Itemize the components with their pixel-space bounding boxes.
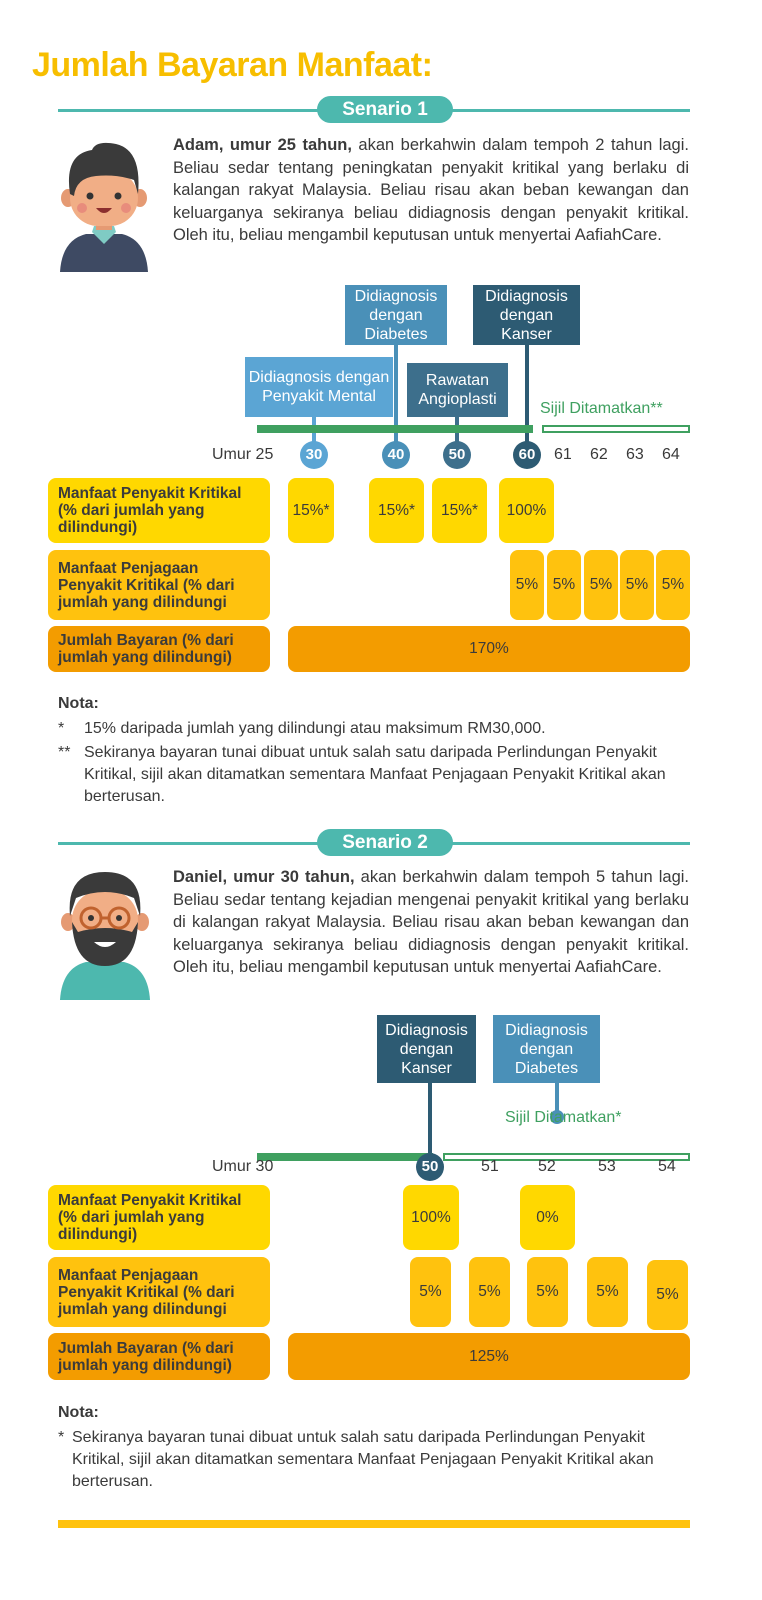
care-cell: 5% [527,1257,568,1327]
note-item [58,718,698,740]
age-start: Umur 30 [212,1158,274,1175]
critical-benefit-label: Manfaat Penyakit Kritikal (% dari jumlah yang dilindungi) [48,478,270,543]
critical-cell: 0% [520,1185,575,1250]
intro-text: akan berkahwin dalam tempoh 5 tahun lagi. Beliau sedar tentang kejadian mengenai penyakit kritikal yang berlaku di kalangan rakyat Malaysia. Beliau risau akan beban kewangan dan keluarganya sekiranya beliau didiagnosis dengan penyakit kritikal. Oleh itu, beliau mengambil keputusan untuk menyertai AafiahCare. [173,868,689,977]
age-marker: 50 [416,1153,444,1181]
event-cancer: Didiagnosis dengan Kanser [377,1015,476,1083]
care-cell: 5% [584,550,618,620]
age-label: 64 [662,446,680,463]
critical-cell: 15%* [369,478,424,543]
event-diabetes: Didiagnosis dengan Diabetes [493,1015,600,1083]
connector [428,1083,432,1155]
event-cancer: Didiagnosis dengan Kanser [473,285,580,345]
note-mark: ** [58,744,71,761]
event-angioplasty: Rawatan Angioplasti [407,363,508,417]
terminated-bar [542,425,690,433]
age-label: 63 [626,446,644,463]
care-benefit-label: Manfaat Penjagaan Penyakit Kritikal (% dari jumlah yang dilindungi [48,550,270,620]
age-label: 52 [538,1158,556,1175]
age-label: 54 [658,1158,676,1175]
care-cell: 5% [587,1257,628,1327]
care-cell: 5% [620,550,654,620]
critical-cell: 100% [403,1185,459,1250]
age-label: 51 [481,1158,499,1175]
note-text: 15% daripada jumlah yang dilindungi atau maksimum RM30,000. [84,720,546,737]
age-start: Umur 25 [212,446,274,463]
notes-title: Nota: [58,1404,99,1421]
care-cell: 5% [647,1260,688,1330]
scenario-2-badge: Senario 2 [317,829,453,856]
scenario-1-badge: Senario 1 [317,96,453,123]
critical-benefit-label: Manfaat Penyakit Kritikal (% dari jumlah yang dilindungi) [48,1185,270,1250]
care-cell: 5% [510,550,544,620]
care-benefit-label: Manfaat Penjagaan Penyakit Kritikal (% dari jumlah yang dilindungi [48,1257,270,1327]
note-text: Sekiranya bayaran tunai dibuat untuk salah satu daripada Perlindungan Penyakit Kritikal, sijil akan ditamatkan sementara Manfaat Penjagaan Penyakit Kritikal akan berterusan. [72,1429,654,1490]
man-avatar-icon [56,140,152,272]
certificate-terminated-label: Sijil Ditamatkan** [540,400,663,417]
age-marker: 50 [443,441,471,469]
note-text: Sekiranya bayaran tunai dibuat untuk salah satu daripada Perlindungan Penyakit Kritikal, sijil akan ditamatkan sementara Manfaat Penjagaan Penyakit Kritikal akan berterusan. [84,744,666,805]
notes-title: Nota: [58,695,99,712]
age-label: 61 [554,446,572,463]
scenario-1-description [173,134,689,247]
total-payout-value: 125% [288,1333,690,1380]
age-marker: 60 [513,441,541,469]
event-mental-illness: Didiagnosis dengan Penyakit Mental [245,357,393,417]
total-payout-label: Jumlah Bayaran (% dari jumlah yang dilindungi) [48,626,270,672]
age-marker: 40 [382,441,410,469]
care-cell: 5% [469,1257,510,1327]
care-cell: 5% [410,1257,451,1327]
coverage-bar [257,425,533,433]
note-mark: * [58,1429,65,1446]
total-payout-value: 170% [288,626,690,672]
care-cell: 5% [547,550,581,620]
footer-bar [58,1520,690,1528]
certificate-terminated-label: Sijil Ditamatkan* [505,1109,622,1126]
bearded-man-avatar-icon [58,862,152,1000]
note-item [58,742,698,808]
critical-cell: 15%* [432,478,487,543]
critical-cell: 15%* [288,478,334,543]
intro-bold: Adam, umur 25 tahun, [173,136,352,154]
age-label: 62 [590,446,608,463]
critical-cell: 100% [499,478,554,543]
intro-text: akan berkahwin dalam tempoh 2 tahun lagi. Beliau sedar tentang peningkatan penyakit kritikal yang berlaku di kalangan rakyat Malaysia. Beliau risau akan beban kewangan dan keluarganya sekiranya beliau didiagnosis dengan penyakit kritikal. Oleh itu, beliau mengambil keputusan untuk menyertai AafiahCare. [173,136,689,245]
coverage-bar [257,1153,433,1161]
page-title: Jumlah Bayaran Manfaat: [32,46,433,84]
total-payout-label: Jumlah Bayaran (% dari jumlah yang dilindungi) [48,1333,270,1380]
intro-bold: Daniel, umur 30 tahun, [173,868,355,886]
age-label: 53 [598,1158,616,1175]
note-mark: * [58,720,65,737]
scenario-2-description [173,866,689,979]
event-diabetes: Didiagnosis dengan Diabetes [345,285,447,345]
age-marker: 30 [300,441,328,469]
care-cell: 5% [656,550,690,620]
note-item [58,1427,698,1493]
